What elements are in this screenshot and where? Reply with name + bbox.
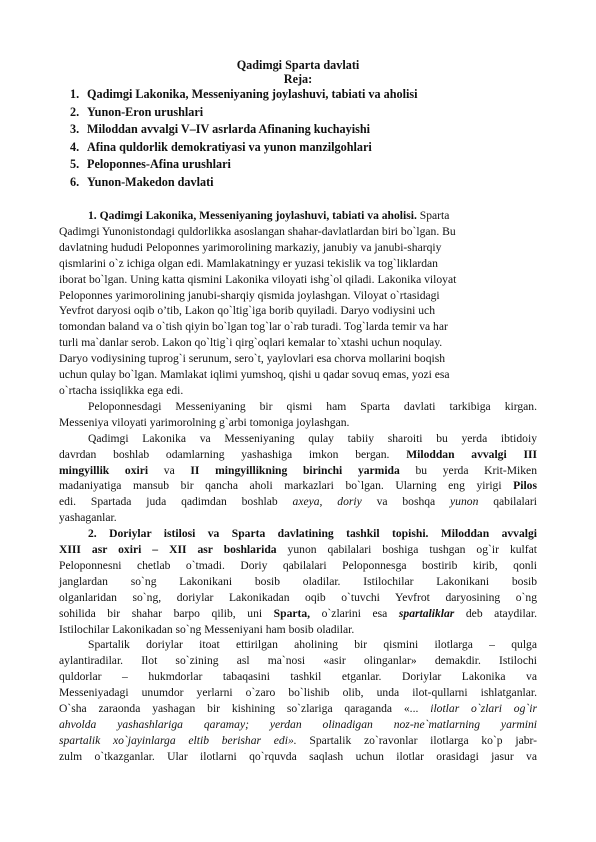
plan-item-text: Yunon-Makedon davlati <box>87 174 214 189</box>
paragraph-4 <box>59 526 537 637</box>
plan-label: Reja: <box>283 72 313 86</box>
section-heading: 2. Doriylar istilosi va Sparta davlatining tashkil topishi. Miloddan avvalgi <box>88 527 537 541</box>
paragraph-3 <box>59 431 537 526</box>
document-body <box>59 208 537 765</box>
plan-item-number: 1. <box>70 87 80 101</box>
paragraph-line: XIII asr oxiri – XII asr boshlarida yunon qabilalari boshiga tushgan og`ir kulfat <box>59 543 537 557</box>
plan-item <box>70 121 418 139</box>
paragraph-line: Peloponnesdagi Messeniyaning bir qismi ham Sparta davlati tarkibiga kirgan. <box>88 399 537 413</box>
paragraph-line: madaniyatiga mansub bir qancha aholi markazlari bo`lgan. Ularning eng yirigi Pilos <box>59 479 537 493</box>
section-heading: 1. Qadimgi Lakonika, Messeniyaning joylashuvi, tabiati va aholisi. <box>88 209 417 222</box>
plan-item-text: Qadimgi Lakonika, Messeniyaning joylashuvi, tabiati va aholisi <box>87 87 418 101</box>
paragraph-line: Qadimgi Yunonistondagi quldorlikka asoslangan shahar-davlatlardan biri bo`lgan. Bu <box>59 224 456 238</box>
paragraph-line: ahvolda yashashlariga qaramay; yerdan olinadigan noz-ne`matlarning yarmini <box>59 718 537 731</box>
plan-item <box>70 156 418 174</box>
document-title: Qadimgi Sparta davlati <box>236 58 360 72</box>
plan-item <box>70 174 418 192</box>
paragraph-line: davrdan boshlab odamlarning yashashiga imkon bergan. Miloddan avvalgi III <box>59 447 537 461</box>
paragraph-line: olganlaridan so`ng, doriylar Lakonikadan oqib o`tuvchi Yevfrot daryosining o`ng <box>59 590 537 604</box>
paragraph-line: edi. Spartada juda qadimdan boshlab axeya, doriy va boshqa yunon qabilalari <box>59 495 537 509</box>
paragraph-line: sohilida bir shahar barpo qilib, uni Sparta, o`zlarini esa spartaliklar deb ataydilar. <box>59 606 537 620</box>
paragraph-line: mingyillik oxiri va II mingyillikning birinchi yarmida bu yerda Krit-Miken <box>59 463 537 477</box>
paragraph-line: zulm o`tkazganlar. Ular ilotlarni qo`rquvda saqlash uchun ilotlar orasidagi jasur va <box>59 749 537 763</box>
plan-item-number: 3. <box>70 122 80 137</box>
paragraph-line: Istilochilar Lakonikadan so`ng Messeniyani ham bosib oladilar. <box>59 622 355 636</box>
paragraph-line: o`rtacha issiqlikka ega edi. <box>59 383 184 397</box>
paragraph-line: 1. Qadimgi Lakonika, Messeniyaning joylashuvi, tabiati va aholisi. Sparta <box>88 209 450 222</box>
plan-item-text: Peloponnes-Afina urushlari <box>87 157 231 172</box>
paragraph-line: Spartalik doriylar itoat ettirilgan aholining bir qismini ilotlarga – qulga <box>88 638 537 652</box>
paragraph-line: yashaganlar. <box>59 511 117 525</box>
paragraph-line: uchun qulay bo`lgan. Mamlakat iqlimi yumshoq, qishi u qadar sovuq emas, yozi esa <box>59 368 450 382</box>
paragraph-line: Yevfrot daryosi oqib o’tib, Lakon qo`ltig`iga borib quyiladi. Daryo vodiysini uch <box>59 304 436 318</box>
paragraph-line: tomondan baland va o`tish qiyin bo`lgan tog`lar o`rab turadi. Tog`larda temir va har <box>59 320 448 334</box>
paragraph-5 <box>59 637 537 764</box>
plan-item-number: 2. <box>70 104 80 119</box>
paragraph-line: iborat bo`lgan. Uning katta qismini Lakonika viloyati ishg`ol qiladi. Lakonika viloyat <box>59 272 457 286</box>
plan-item <box>70 104 418 122</box>
plan-item-text: Afina quldorlik demokratiyasi va yunon manzilgohlari <box>87 139 372 154</box>
paragraph-line: Peloponnesni chetlab o`tmadi. Doriy qabilalari Peloponnesga bostirib kirib, qonli <box>59 558 537 572</box>
plan-item-number: 4. <box>70 139 80 154</box>
plan-list <box>70 86 418 192</box>
paragraph-2 <box>59 399 537 431</box>
paragraph-line: O`sha zaraonda yashagan bir kishining so`zlariga qaraganda «... ilotlar o`zlari og`ir <box>59 702 537 716</box>
plan-item <box>70 86 418 104</box>
paragraph-line: Messeniya viloyati yarimorolning g`arbi tomoniga joylashgan. <box>59 415 350 429</box>
paragraph-line: quldorlar – hukmdorlar tabaqasini tashkil etganlar. Doriylar Lakonika va <box>59 670 537 684</box>
plan-item-text: Yunon-Eron urushlari <box>87 104 204 119</box>
paragraph-line: turli ma`danlar serob. Lakon qo`ltig`i qirg`oqlari kemalar to`xtashi uchun noqulay. <box>59 336 443 350</box>
plan-item-number: 5. <box>70 157 80 172</box>
paragraph-1 <box>59 208 537 399</box>
paragraph-line: Peloponnes yarimorolining janubi-sharqiy qismida joylashgan. Viloyat o`rtasidagi <box>59 288 440 302</box>
plan-item <box>70 139 418 157</box>
plan-item-number: 6. <box>70 174 80 189</box>
paragraph-line: Messeniyadagi unumdor yerlarni o`zaro bo`lishib olib, unda ilot-qullarni ishlatganlar. <box>59 686 537 700</box>
paragraph-line: spartalik xo`jayinlarga eltib berishar edi». Spartalik zo`ravonlar ilotlarga ko`p jabr- <box>59 733 537 747</box>
paragraph-line: qismlarini o`z ichiga olgan edi. Mamlakatningy er yuzasi tekislik va tog`liklardan <box>59 256 438 270</box>
plan-item-text: Miloddan avvalgi V–IV asrlarda Afinaning kuchayishi <box>87 122 370 137</box>
paragraph-line: Qadimgi Lakonika va Messeniyaning qulay tabiiy sharoiti bu yerda ibtidoiy <box>88 431 537 445</box>
paragraph-line: davlatning hududi Peloponnes yarimorolining markaziy, janubiy va janubi-sharqiy <box>59 240 442 254</box>
paragraph-line: aylantiradilar. Ilot so`zining asl ma`nosi «asir olinganlar» demakdir. Istilochi <box>59 654 537 668</box>
paragraph-line: Daryo vodiysining tuprog`i serunum, sero`t, yaylovlari esa chorva mollarini boqish <box>59 352 446 366</box>
paragraph-line: janglardan so`ng Lakonikani bosib oladilar. Istilochilar Lakonikani bosib <box>59 574 537 588</box>
